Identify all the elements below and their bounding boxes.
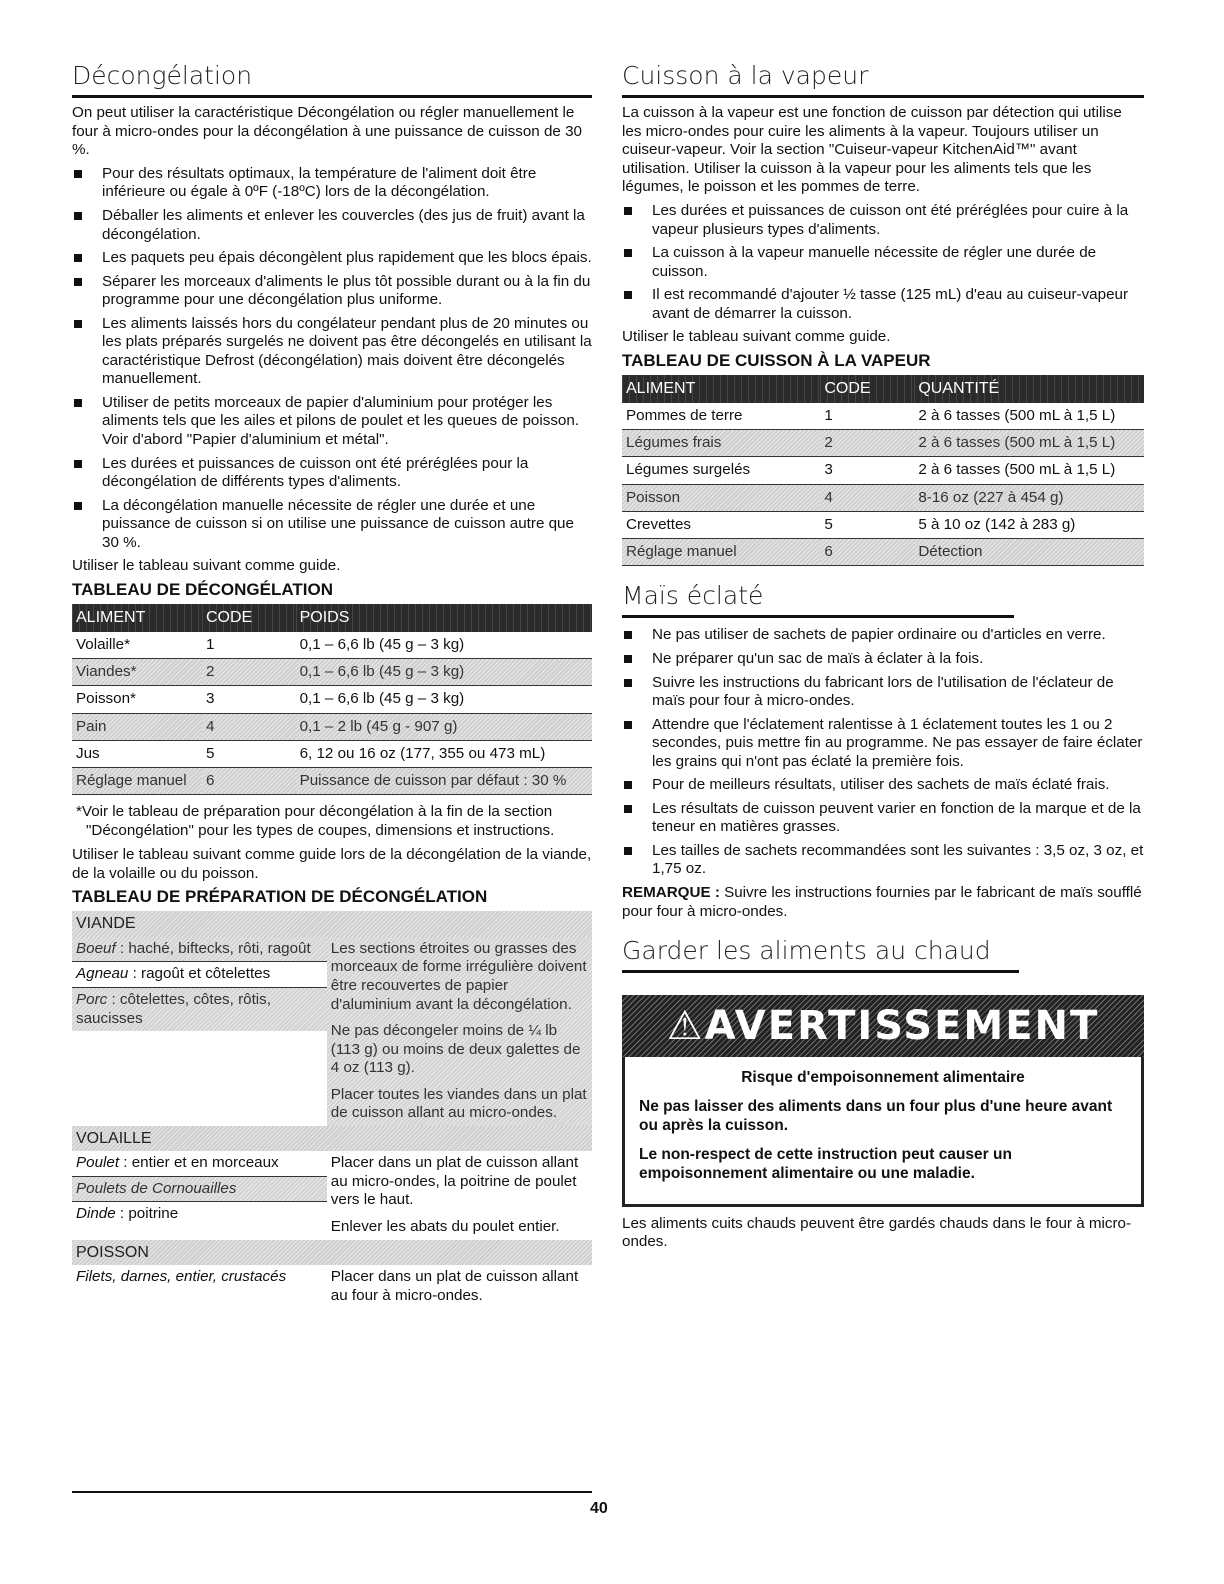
col-header: POIDS	[296, 604, 592, 632]
list-item: Ne préparer qu'un sac de maïs à éclater à la fois.	[622, 650, 1144, 669]
table-cell: 2 à 6 tasses (500 mL à 1,5 L)	[914, 403, 1144, 430]
poultry-notes-cell	[327, 1151, 592, 1239]
popcorn-bullets	[622, 626, 1144, 879]
table-row	[622, 538, 1144, 565]
table-cell: Pommes de terre	[622, 403, 820, 430]
table-cell: Poisson*	[72, 686, 202, 713]
table-cell: 4	[820, 484, 914, 511]
steam-guide: Utiliser le tableau suivant comme guide.	[622, 328, 891, 346]
defrost-footnote: *Voir le tableau de préparation pour décongélation à la fin de la section "Décongélation" pour les types de coupes, dimensions et instructions.	[76, 803, 555, 839]
defrost-guide-2: Utiliser le tableau suivant comme guide lors de la décongélation de la viande, de la volaille ou du poisson.	[72, 846, 592, 882]
table-cell: Volaille*	[72, 632, 202, 659]
table-cell: 4	[202, 713, 296, 740]
meat-note: Placer toutes les viandes dans un plat de cuisson allant au micro-ondes.	[330, 1085, 587, 1122]
meat-note: Les sections étroites ou grasses des morceaux de forme irrégulière doivent être recouvertes de papier d'aluminium avant la décongélation.	[330, 939, 587, 1013]
table-row	[72, 1265, 592, 1308]
steam-intro: La cuisson à la vapeur est une fonction de cuisson par détection qui utilise les micro-ondes pour cuire les aliments à la vapeur. Toujours utiliser un cuiseur-vapeur. Voir la section "Cuiseur-vapeur KitchenAid™" avant utilisation. Utiliser la cuisson à la vapeur pour les aliments tels que les légumes, le poisson et les pommes de terre.	[622, 104, 1122, 196]
warning-banner	[622, 995, 1144, 1057]
band-label: VOLAILLE	[72, 1126, 592, 1152]
table-row	[622, 430, 1144, 457]
table-cell: 1	[202, 632, 296, 659]
table-cell: Viandes*	[72, 659, 202, 686]
list-item: Les résultats de cuisson peuvent varier en fonction de la marque et de la teneur en matières grasses.	[622, 800, 1144, 837]
meat-item	[72, 962, 327, 988]
defrost-intro: On peut utiliser la caractéristique Décongélation ou régler manuellement le four à micro-ondes pour la décongélation à une puissance de cuisson de 30 %.	[72, 104, 582, 159]
list-item: La cuisson à la vapeur manuelle nécessite de régler une durée de cuisson.	[622, 244, 1144, 281]
footer-rule	[72, 1491, 592, 1493]
table-row	[622, 484, 1144, 511]
table-row	[622, 457, 1144, 484]
table-cell: 3	[820, 457, 914, 484]
item-name: Dinde	[76, 1205, 116, 1223]
keepwarm-title: Garder les aliments au chaud	[622, 935, 1019, 973]
table-cell: Puissance de cuisson par défaut : 30 %	[296, 768, 592, 795]
list-item: Pour des résultats optimaux, la température de l'aliment doit être inférieure ou égale à 0ºF (-18ºC) lors de la décongélation.	[72, 165, 592, 202]
table-cell: 1	[820, 403, 914, 430]
table-cell: Réglage manuel	[72, 768, 202, 795]
poultry-note: Enlever les abats du poulet entier.	[330, 1218, 560, 1236]
table-row	[72, 713, 592, 740]
item-name: Poulet	[76, 1154, 120, 1172]
item-detail: : côtelettes, côtes, rôtis, saucisses	[76, 991, 271, 1027]
prep-band-poultry	[72, 1126, 592, 1152]
prep-band-meat	[72, 911, 592, 937]
list-item: Ne pas utiliser de sachets de papier ordinaire ou d'articles en verre.	[622, 626, 1144, 645]
poultry-items-cell	[72, 1151, 327, 1239]
remark-label: REMARQUE :	[622, 884, 720, 902]
defrost-bullets	[72, 165, 592, 552]
remark-text: Suivre les instructions fournies par le fabricant de maïs soufflé pour four à micro-ondes.	[622, 884, 1142, 920]
table-header-row	[622, 375, 1144, 403]
table-cell: 5	[820, 511, 914, 538]
fish-item-cell	[72, 1265, 327, 1308]
table-cell: Poisson	[622, 484, 820, 511]
steam-bullets	[622, 202, 1144, 323]
band-label: VIANDE	[72, 911, 592, 937]
prep-band-fish	[72, 1240, 592, 1266]
table-cell: 6	[202, 768, 296, 795]
item-name: Boeuf	[76, 939, 116, 957]
list-item: Il est recommandé d'ajouter ½ tasse (125 mL) d'eau au cuiseur-vapeur avant de démarrer la cuisson.	[622, 286, 1144, 323]
table-cell: 2	[202, 659, 296, 686]
warning-body	[622, 1057, 1144, 1207]
table-header-row	[72, 604, 592, 632]
col-header: QUANTITÉ	[914, 375, 1144, 403]
table-row	[622, 403, 1144, 430]
table-cell: Détection	[914, 538, 1144, 565]
prep-table-title: TABLEAU DE PRÉPARATION DE DÉCONGÉLATION	[72, 887, 488, 907]
warning-line-1: Ne pas laisser des aliments dans un four plus d'une heure avant ou après la cuisson.	[639, 1098, 1113, 1135]
col-header: CODE	[202, 604, 296, 632]
popcorn-remark	[622, 884, 1144, 921]
col-header: ALIMENT	[72, 604, 202, 632]
defrost-table	[72, 604, 592, 795]
col-header: ALIMENT	[622, 375, 820, 403]
table-cell: Légumes frais	[622, 430, 820, 457]
table-cell: 6, 12 ou 16 oz (177, 355 ou 473 mL)	[296, 740, 592, 767]
warning-line-2: Le non-respect de cette instruction peut causer un empoisonnement alimentaire ou une maladie.	[639, 1146, 1012, 1182]
table-row	[72, 937, 592, 1126]
table-cell: Crevettes	[622, 511, 820, 538]
popcorn-title: Maïs éclaté	[622, 580, 1014, 618]
meat-items-cell	[72, 937, 327, 1126]
defrost-table-title: TABLEAU DE DÉCONGÉLATION	[72, 579, 333, 599]
table-cell: Légumes surgelés	[622, 457, 820, 484]
defrost-guide: Utiliser le tableau suivant comme guide.	[72, 557, 341, 575]
steam-table-title: TABLEAU DE CUISSON À LA VAPEUR	[622, 350, 931, 370]
list-item: Suivre les instructions du fabricant lors de l'utilisation de l'éclateur de maïs pour four à micro-ondes.	[622, 674, 1144, 711]
table-cell: 5	[202, 740, 296, 767]
col-header: CODE	[820, 375, 914, 403]
table-cell: 5 à 10 oz (142 à 283 g)	[914, 511, 1144, 538]
table-cell: 8-16 oz (227 à 454 g)	[914, 484, 1144, 511]
keepwarm-body: Les aliments cuits chauds peuvent être gardés chauds dans le four à micro-ondes.	[622, 1214, 1132, 1251]
item-detail: : ragoût et côtelettes	[128, 965, 271, 983]
prep-table	[72, 911, 592, 1308]
list-item: Les tailles de sachets recommandées sont les suivantes : 3,5 oz, 3 oz, et 1,75 oz.	[622, 842, 1144, 879]
table-cell: 0,1 – 6,6 lb (45 g – 3 kg)	[296, 686, 592, 713]
table-cell: 6	[820, 538, 914, 565]
table-row	[72, 1151, 592, 1239]
table-cell: Pain	[72, 713, 202, 740]
poultry-item	[72, 1151, 327, 1177]
table-row	[622, 511, 1144, 538]
table-cell: 2 à 6 tasses (500 mL à 1,5 L)	[914, 430, 1144, 457]
poultry-item	[72, 1202, 327, 1227]
warning-icon: ⚠	[666, 1003, 705, 1050]
list-item: Les aliments laissés hors du congélateur pendant plus de 20 minutes ou les plats préparés surgelés ne doivent pas être décongelés en utilisant la caractéristique Defrost (décongélation) mais doivent être décongelés manuellement.	[72, 315, 592, 389]
table-row	[72, 659, 592, 686]
list-item: La décongélation manuelle nécessite de régler une durée et une puissance de cuisson si on utilise une puissance de cuisson autre que 30 %.	[72, 497, 592, 553]
steam-table	[622, 375, 1144, 566]
table-cell: 2	[820, 430, 914, 457]
defrost-title: Décongélation	[72, 60, 592, 98]
table-cell: 2 à 6 tasses (500 mL à 1,5 L)	[914, 457, 1144, 484]
list-item: Attendre que l'éclatement ralentisse à 1 éclatement toutes les 1 ou 2 secondes, puis mettre fin au programme. Ne pas essayer de faire éclater les grains qui n'ont pas éclaté la première fois.	[622, 716, 1144, 772]
item-detail: : haché, biftecks, rôti, ragoût	[115, 939, 311, 957]
list-item: Les durées et puissances de cuisson ont été préréglées pour cuire à la vapeur plusieurs types d'aliments.	[622, 202, 1144, 239]
table-cell: 0,1 – 6,6 lb (45 g – 3 kg)	[296, 659, 592, 686]
item-name: Poulets de Cornouailles	[76, 1179, 237, 1197]
item-name: Filets, darnes, entier, crustacés	[76, 1268, 287, 1286]
warning-word: AVERTISSEMENT	[704, 1003, 1100, 1050]
meat-notes-cell	[327, 937, 592, 1126]
table-cell: 0,1 – 6,6 lb (45 g – 3 kg)	[296, 632, 592, 659]
meat-item	[72, 937, 327, 963]
meat-item	[72, 988, 327, 1031]
list-item: Pour de meilleurs résultats, utiliser des sachets de maïs éclaté frais.	[622, 776, 1144, 795]
item-detail: : poitrine	[115, 1205, 179, 1223]
table-row	[72, 632, 592, 659]
table-cell: Réglage manuel	[622, 538, 820, 565]
table-cell: 0,1 – 2 lb (45 g - 907 g)	[296, 713, 592, 740]
table-cell: 3	[202, 686, 296, 713]
list-item: Utiliser de petits morceaux de papier d'aluminium pour protéger les aliments tels que les ailes et pilons de poulet et les queues de poisson. Voir d'abord "Papier d'aluminium et métal".	[72, 394, 592, 450]
steam-title: Cuisson à la vapeur	[622, 60, 1144, 98]
item-name: Agneau	[76, 965, 129, 983]
list-item: Déballer les aliments et enlever les couvercles (des jus de fruit) avant la décongélation.	[72, 207, 592, 244]
left-column	[72, 60, 592, 1308]
poultry-note: Placer dans un plat de cuisson allant au micro-ondes, la poitrine de poulet vers le haut.	[330, 1154, 579, 1209]
list-item: Séparer les morceaux d'aliments le plus tôt possible durant ou à la fin du programme pour une décongélation plus uniforme.	[72, 273, 592, 310]
list-item: Les durées et puissances de cuisson ont été préréglées pour la décongélation de différents types d'aliments.	[72, 455, 592, 492]
meat-note: Ne pas décongeler moins de ¼ lb (113 g) ou moins de deux galettes de 4 oz (113 g).	[330, 1022, 581, 1077]
table-row	[72, 768, 592, 795]
item-detail: : entier et en morceaux	[119, 1154, 279, 1172]
fish-note: Placer dans un plat de cuisson allant au four à micro-ondes.	[330, 1268, 579, 1304]
table-row	[72, 740, 592, 767]
band-label: POISSON	[72, 1240, 592, 1266]
item-name: Porc	[76, 991, 108, 1009]
page-number: 40	[590, 1500, 608, 1517]
table-row	[72, 686, 592, 713]
poultry-item	[72, 1177, 327, 1203]
list-item: Les paquets peu épais décongèlent plus rapidement que les blocs épais.	[72, 249, 592, 268]
table-cell: Jus	[72, 740, 202, 767]
right-column	[622, 60, 1144, 1256]
warning-risk: Risque d'empoisonnement alimentaire	[741, 1069, 1025, 1087]
